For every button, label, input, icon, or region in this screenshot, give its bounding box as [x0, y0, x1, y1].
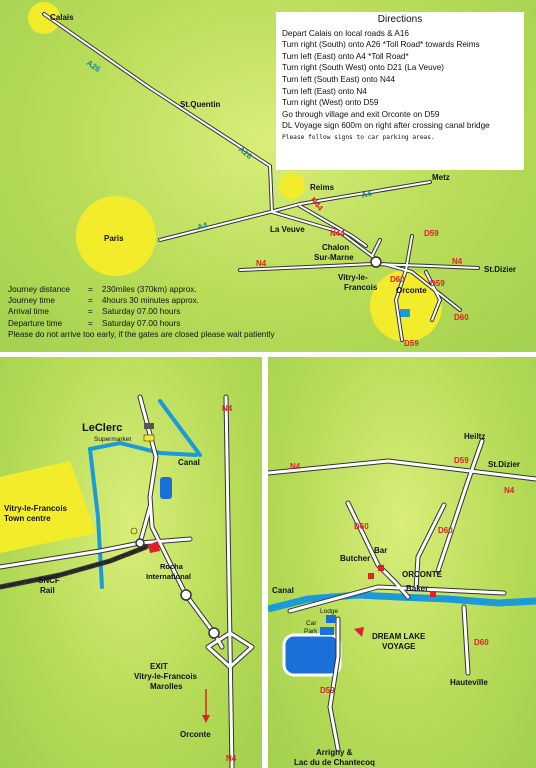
- road-d60-1: D60: [390, 275, 405, 284]
- label-heiltz: Heiltz: [464, 432, 486, 441]
- direction-step: Turn left (East) onto A4 *Toll Road*: [282, 51, 409, 61]
- journey-value: 230miles (370km) approx.: [102, 285, 197, 294]
- reims-circle: [279, 173, 305, 199]
- direction-step: Turn left (South East) onto N44: [282, 74, 396, 84]
- journey-eq: =: [88, 307, 93, 317]
- journey-value: Saturday 07.00 hours: [102, 318, 181, 328]
- road-d59-1: D59: [424, 229, 439, 238]
- exit-arrow-icon: [202, 715, 210, 723]
- road-n44-1: N44: [308, 195, 325, 213]
- road-n4-2: N4: [452, 257, 463, 266]
- label-hauteville: Hauteville: [450, 678, 488, 687]
- label-chantecoq: Lac du de Chantecoq: [294, 758, 375, 767]
- direction-step: Turn right (West) onto D59: [282, 98, 379, 108]
- label-sur-marne: Sur-Marne: [314, 253, 354, 262]
- label-park: Park: [304, 628, 318, 635]
- label-bar: Bar: [374, 546, 388, 555]
- label-paris: Paris: [104, 234, 124, 243]
- label-chalon: Chalon: [322, 243, 350, 252]
- journey-label: Arrival time: [8, 307, 49, 317]
- journey-eq: =: [88, 318, 93, 328]
- orconte-map: [268, 357, 536, 768]
- label-exit-1: EXIT: [150, 662, 168, 671]
- journey-warning: Please do not arrive too early, if the gates are closed please wait patiently: [8, 329, 275, 339]
- label-orconte: Orconte: [396, 286, 427, 295]
- bar-marker: [378, 565, 384, 571]
- label-leclerc: LeClerc: [82, 422, 123, 434]
- label-arrigny: Arrigny &: [316, 748, 353, 757]
- label-canal: Canal: [178, 458, 200, 467]
- butcher-marker: [368, 573, 374, 579]
- road-d59-1: D59: [454, 456, 469, 465]
- entrance-arrow-icon: [354, 627, 364, 637]
- overview-map: [0, 0, 536, 352]
- label-supermarket: Supermarket: [94, 436, 132, 443]
- road-d60-3: D60: [474, 638, 489, 647]
- direction-step: Turn right (South) onto A26 *Toll Road* towards Reims: [282, 40, 480, 50]
- journey-value: 4hours 30 minutes approx.: [102, 296, 199, 306]
- direction-step: Depart Calais on local roads & A16: [282, 28, 409, 38]
- road-d59-2: D59: [320, 686, 335, 695]
- label-orconte: Orconte: [180, 730, 211, 739]
- label-vitry-1: Vitry-le-: [338, 273, 368, 282]
- journey-row: [8, 306, 275, 317]
- road-a4-1: A4: [196, 220, 209, 232]
- label-exit-3: Marolles: [150, 682, 183, 691]
- road-d60-1: D60: [354, 522, 369, 531]
- lodge-marker: [326, 615, 336, 623]
- journey-row: [8, 295, 275, 306]
- road-n44-2: N44: [330, 229, 345, 238]
- leclerc-marker: [144, 423, 154, 429]
- road-n4-bottom: N4: [226, 754, 237, 763]
- label-town-1: Vitry-le-Francois: [4, 504, 67, 513]
- directions-note: Please follow signs to car parking areas.: [282, 133, 435, 141]
- direction-step: Go through village and exit Orconte on D59: [282, 109, 440, 119]
- journey-eq: =: [88, 285, 93, 294]
- label-calais: Calais: [50, 13, 74, 22]
- journey-info: [8, 284, 275, 340]
- direction-step: Turn left (East) onto N4: [282, 86, 367, 96]
- label-st-dizier: St.Dizier: [488, 460, 521, 469]
- road-n4-2: N4: [504, 486, 515, 495]
- label-canal: Canal: [272, 586, 294, 595]
- journey-value: Saturday 07.00 hours: [102, 307, 181, 317]
- orconte-map-graphic: [268, 357, 536, 768]
- car-park-marker: [320, 627, 334, 635]
- label-orconte: ORCONTE: [402, 570, 442, 579]
- label-car: Car: [306, 620, 317, 627]
- label-voyage: VOYAGE: [382, 642, 416, 651]
- road-d60-2: D60: [438, 526, 453, 535]
- journey-row: [8, 318, 275, 329]
- directions-box: [276, 12, 524, 170]
- road-d60-2: D60: [454, 313, 469, 322]
- label-sncf-2: Rail: [40, 586, 55, 595]
- lake: [160, 477, 172, 499]
- label-rocha-2: International: [146, 572, 192, 581]
- journey-label: Journey time: [8, 296, 55, 306]
- road-d59-2: D59: [430, 279, 445, 288]
- label-town-2: Town centre: [4, 514, 51, 523]
- label-exit-2: Vitry-le-Francois: [134, 672, 197, 681]
- baker-marker: [430, 591, 436, 597]
- dream-lake: [284, 635, 340, 675]
- label-la-veuve: La Veuve: [270, 225, 305, 234]
- vitry-map-graphic: [0, 357, 262, 768]
- vitry-map: [0, 357, 262, 768]
- directions-title: Directions: [377, 14, 423, 25]
- journey-eq: =: [88, 296, 93, 306]
- label-vitry-2: Francois: [344, 283, 378, 292]
- supermarket-marker: [144, 435, 154, 441]
- label-rocha-1: Rocha: [160, 562, 183, 571]
- journey-label: Journey distance: [8, 285, 70, 294]
- site-marker: [400, 309, 410, 317]
- journey-label: Departure time: [8, 318, 63, 328]
- road-n4-top: N4: [222, 404, 233, 413]
- label-reims: Reims: [310, 183, 335, 192]
- label-dream-lake: DREAM LAKE: [372, 632, 426, 641]
- road-a26-2: A26: [236, 144, 254, 161]
- label-baker: Baker: [406, 584, 429, 593]
- label-lodge: Lodge: [320, 608, 339, 615]
- label-st-dizier: St.Dizier: [484, 265, 517, 274]
- label-metz: Metz: [432, 173, 450, 182]
- road-a4-2: A4: [360, 189, 373, 200]
- journey-row: [8, 284, 275, 295]
- direction-step: DL Voyage sign 600m on right after crossing canal bridge: [282, 121, 490, 131]
- label-sncf-1: SNCF: [38, 576, 60, 585]
- direction-step: Turn right (South West) onto D21 (La Veuve): [282, 63, 445, 73]
- traffic-light-icon: [131, 528, 137, 534]
- label-st-quentin: St.Quentin: [180, 100, 221, 109]
- road-d59-3: D59: [404, 339, 419, 348]
- road-a26-1: A26: [84, 58, 103, 75]
- road-n4-1: N4: [290, 462, 301, 471]
- label-butcher: Butcher: [340, 554, 371, 563]
- road-n4-1: N4: [256, 259, 267, 268]
